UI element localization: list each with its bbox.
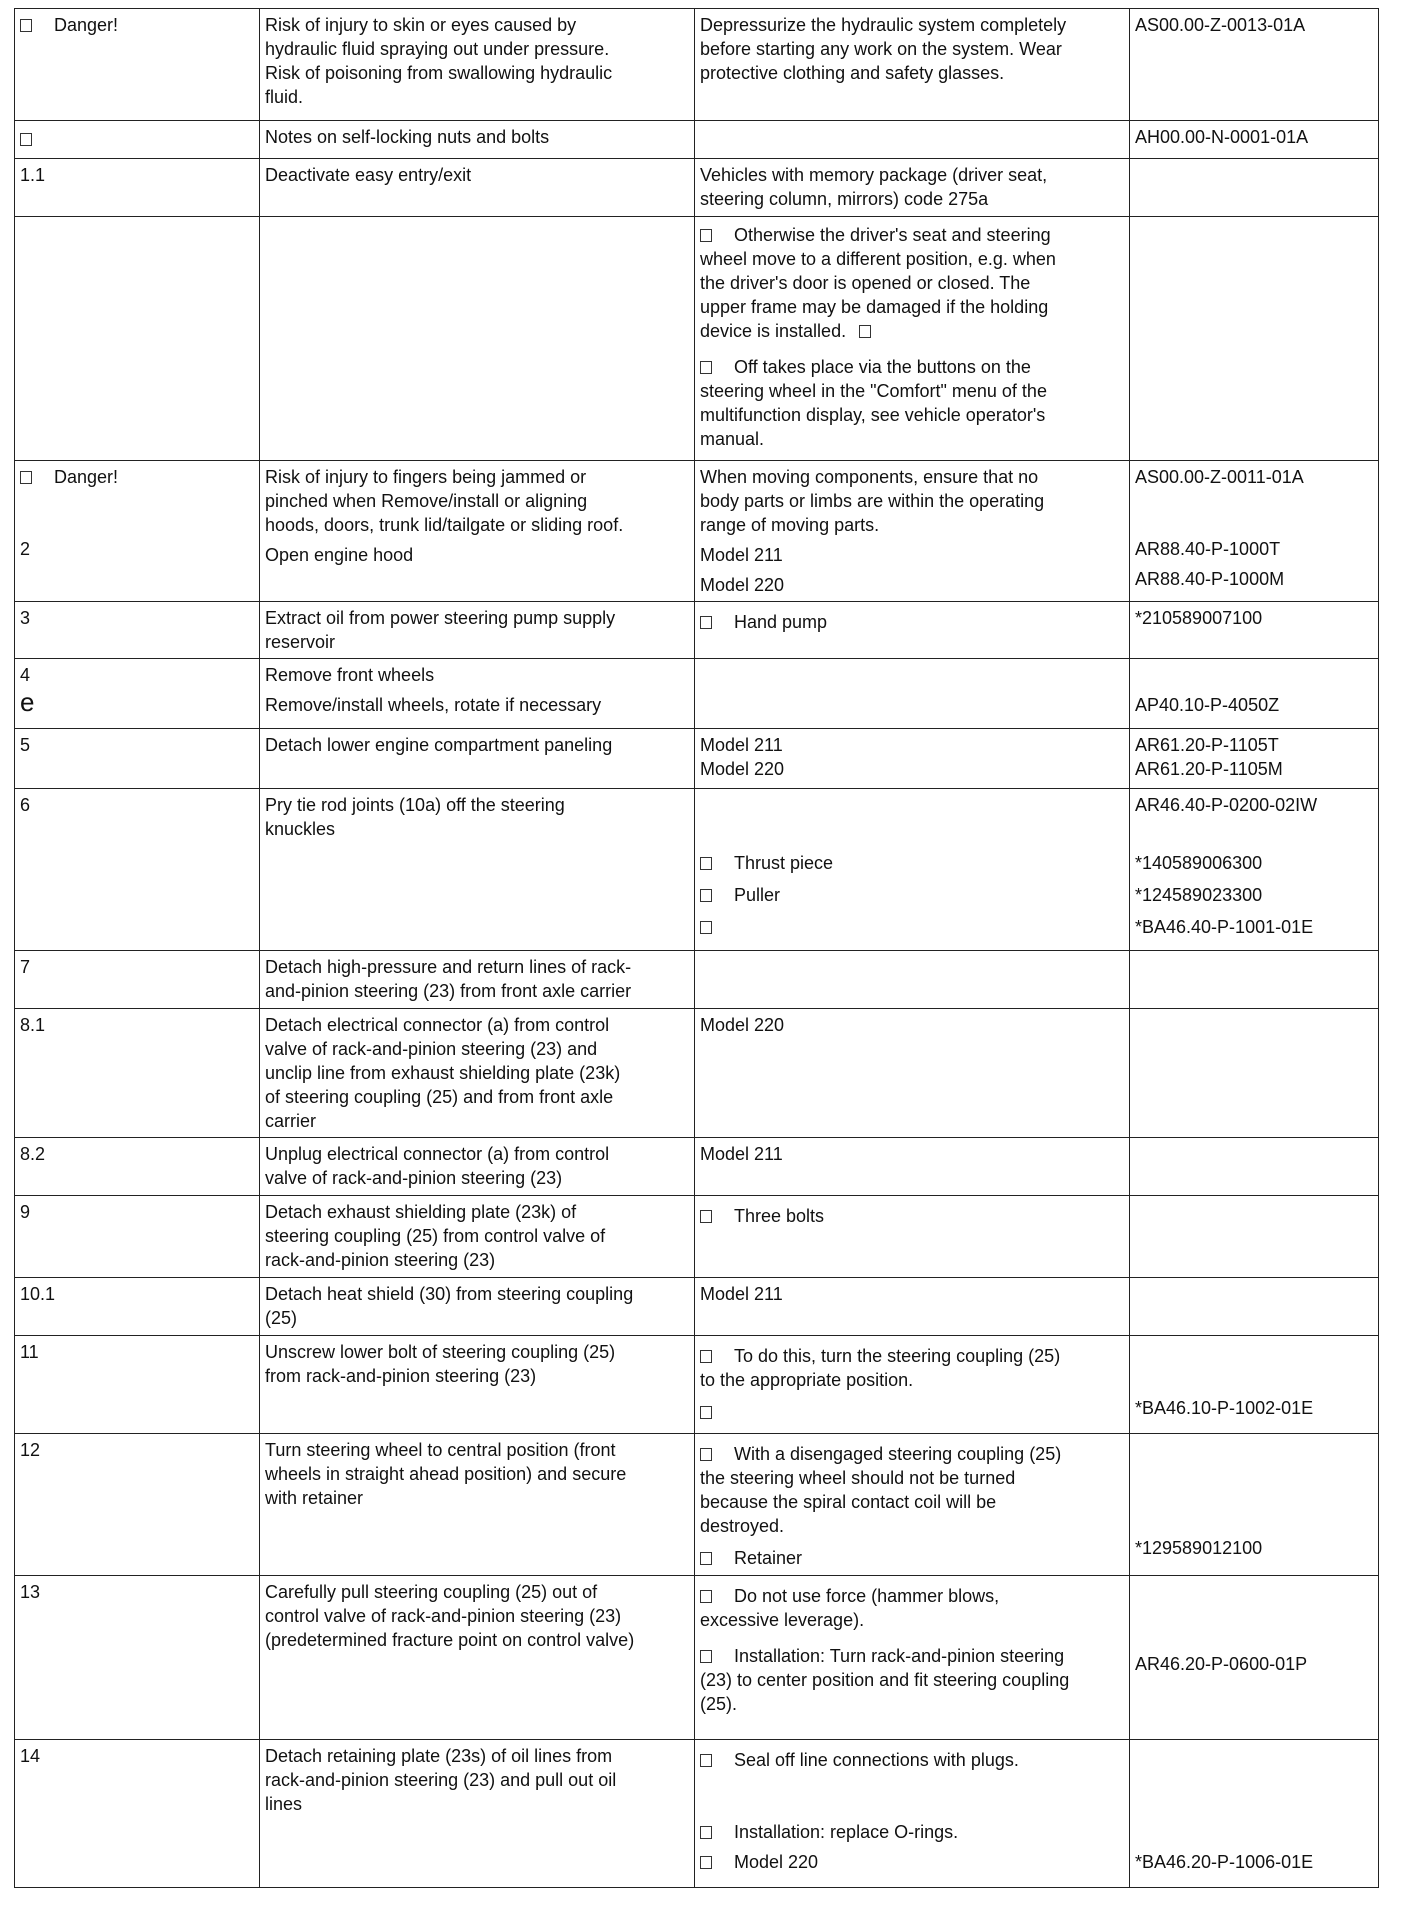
note-icon [700,1826,712,1839]
note-icon [700,1650,712,1663]
note-cell [695,789,1130,951]
note-text: To do this, turn the steering coupling (25) [734,1346,1061,1366]
note-text: Hand pump [734,612,828,632]
procedure-table [14,8,1379,1888]
action-cell [260,1278,695,1336]
note-cell [695,602,1130,659]
reference-cell [1130,951,1379,1009]
note-text: before starting any work on the system. Wear [700,39,1062,59]
step-glyph: e [20,687,35,717]
action-text: Extract oil from power steering pump supply [265,608,616,628]
note-cell [695,1434,1130,1576]
table-row [15,951,1379,1009]
note-end-icon [859,325,871,338]
note-text: device is installed. [700,321,847,341]
action-cell [260,461,695,602]
table-row [15,9,1379,121]
tool-icon [700,616,712,629]
step-cell [15,789,260,951]
note-cell [695,217,1130,461]
note-text: Model 211 [700,1144,783,1164]
reference-link[interactable]: AS00.00-Z-0013-01A [1135,15,1306,35]
warning-icon [20,19,32,32]
tool-icon [700,857,712,870]
action-text: and-pinion steering (23) from front axle carrier [265,981,632,1001]
note-text: excessive leverage). [700,1610,865,1630]
note-text: Three bolts [734,1206,825,1226]
action-text: rack-and-pinion steering (23) [265,1250,496,1270]
step-number: 3 [20,608,31,628]
action-text: Detach lower engine compartment paneling [265,735,613,755]
note-cell [695,121,1130,159]
action-text: with retainer [265,1488,364,1508]
note-text: Model 220 [700,759,785,779]
reference-cell [1130,217,1379,461]
step-number: 1.1 [20,165,46,185]
action-text: Detach high-pressure and return lines of rack- [265,957,632,977]
action-text: Risk of injury to fingers being jammed or [265,467,587,487]
table-row [15,159,1379,217]
warning-icon [20,471,32,484]
step-number: 6 [20,795,31,815]
step-number: 4 [20,665,31,685]
step-cell [15,1434,260,1576]
reference-cell [1130,1576,1379,1740]
reference-cell [1130,1009,1379,1138]
step-number: 11 [20,1342,39,1362]
note-text: Off takes place via the buttons on the [734,357,1031,377]
action-text: lines [265,1794,303,1814]
reference-cell [1130,789,1379,951]
action-text: from rack-and-pinion steering (23) [265,1366,537,1386]
reference-link[interactable]: *BA46.20-P-1006-01E [1135,1852,1314,1872]
info-icon [20,133,32,146]
note-text: range of moving parts. [700,515,880,535]
tool-icon [700,921,712,934]
note-cell [695,659,1130,729]
action-text: valve of rack-and-pinion steering (23) [265,1168,563,1188]
note-text: Installation: replace O-rings. [734,1822,959,1842]
step-cell [15,217,260,461]
action-text: valve of rack-and-pinion steering (23) and [265,1039,598,1059]
action-text: Open engine hood [265,545,414,565]
note-text: Model 211 [700,545,783,565]
note-text: upper frame may be damaged if the holding [700,297,1049,317]
action-text: (25) [265,1308,298,1328]
reference-cell [1130,1278,1379,1336]
action-text: wheels in straight ahead position) and secure [265,1464,627,1484]
reference-link[interactable]: AH00.00-N-0001-01A [1135,127,1309,147]
note-text: With a disengaged steering coupling (25) [734,1444,1062,1464]
action-text: Turn steering wheel to central position (front [265,1440,616,1460]
note-cell [695,1196,1130,1278]
reference-link[interactable]: *BA46.10-P-1002-01E [1135,1398,1314,1418]
step-cell [15,729,260,789]
action-cell [260,1196,695,1278]
action-text: Notes on self-locking nuts and bolts [265,127,550,147]
note-text: (25). [700,1694,738,1714]
action-text: reservoir [265,632,336,652]
table-row [15,1196,1379,1278]
reference-link[interactable]: AR61.20-P-1105M [1135,759,1283,779]
reference-link[interactable]: AR46.20-P-0600-01P [1135,1654,1308,1674]
action-cell [260,729,695,789]
action-text: Detach heat shield (30) from steering coupling [265,1284,634,1304]
table-row [15,1278,1379,1336]
reference-link[interactable]: AR46.40-P-0200-02IW [1135,795,1318,815]
step-number: 8.1 [20,1015,46,1035]
reference-link[interactable]: AR61.20-P-1105T [1135,735,1279,755]
reference-cell [1130,1434,1379,1576]
action-text: knuckles [265,819,336,839]
step-cell [15,1009,260,1138]
note-cell [695,1576,1130,1740]
table-row [15,461,1379,602]
table-row [15,1576,1379,1740]
tool-icon [700,889,712,902]
note-cell [695,461,1130,602]
note-cell [695,1278,1130,1336]
reference-link[interactable]: AS00.00-Z-0011-01A [1135,467,1304,487]
danger-label: Danger! [54,467,119,487]
reference-link[interactable]: *140589006300 [1135,853,1263,873]
step-cell [15,9,260,121]
reference-cell [1130,121,1379,159]
table-row [15,1434,1379,1576]
note-icon [700,1590,712,1603]
table-row [15,1138,1379,1196]
note-text: the driver's door is opened or closed. The [700,273,1031,293]
action-text: unclip line from exhaust shielding plate (23k) [265,1063,621,1083]
table-row [15,1009,1379,1138]
reference-cell [1130,461,1379,602]
note-text: the steering wheel should not be turned [700,1468,1016,1488]
reference-cell [1130,602,1379,659]
action-text: Unplug electrical connector (a) from control [265,1144,610,1164]
action-cell [260,1336,695,1434]
action-text: of steering coupling (25) and from front axle [265,1087,614,1107]
note-text: Otherwise the driver's seat and steering [734,225,1051,245]
action-text: steering coupling (25) from control valve of [265,1226,606,1246]
reference-link[interactable]: *BA46.40-P-1001-01E [1135,917,1314,937]
reference-cell [1130,159,1379,217]
table-row [15,729,1379,789]
procedure-document [14,8,1378,1888]
action-text: Risk of injury to skin or eyes caused by [265,15,577,35]
note-text: steering column, mirrors) code 275a [700,189,989,209]
note-text: to the appropriate position. [700,1370,914,1390]
action-text: (predetermined fracture point on control valve) [265,1630,635,1650]
note-text: multifunction display, see vehicle operator's [700,405,1046,425]
action-cell [260,1138,695,1196]
step-cell [15,121,260,159]
note-text: Vehicles with memory package (driver seat, [700,165,1048,185]
note-text: Model 220 [734,1852,819,1872]
step-number: 8.2 [20,1144,46,1164]
step-number: 2 [20,539,31,559]
step-cell [15,602,260,659]
note-text: steering wheel in the "Comfort" menu of the [700,381,1047,401]
step-number: 13 [20,1582,41,1602]
action-text: fluid. [265,87,304,107]
note-cell [695,1336,1130,1434]
note-icon [700,1350,712,1363]
action-text: Detach retaining plate (23s) of oil lines from [265,1746,613,1766]
note-text: protective clothing and safety glasses. [700,63,1005,83]
note-cell [695,9,1130,121]
note-text: destroyed. [700,1516,785,1536]
action-cell [260,951,695,1009]
note-cell [695,1740,1130,1888]
table-row [15,121,1379,159]
action-cell [260,789,695,951]
action-text: Detach exhaust shielding plate (23k) of [265,1202,577,1222]
action-text: hydraulic fluid spraying out under pressure. [265,39,610,59]
action-cell [260,159,695,217]
note-icon [700,1754,712,1767]
note-text: Thrust piece [734,853,834,873]
reference-cell [1130,729,1379,789]
step-cell [15,951,260,1009]
action-cell [260,121,695,159]
reference-cell [1130,659,1379,729]
note-text: Retainer [734,1548,803,1568]
action-cell [260,9,695,121]
action-cell [260,1740,695,1888]
note-text: When moving components, ensure that no [700,467,1039,487]
note-text: (23) to center position and fit steering coupling [700,1670,1070,1690]
step-number: 10.1 [20,1284,56,1304]
action-text: hoods, doors, trunk lid/tailgate or sliding roof. [265,515,624,535]
note-icon [700,361,712,374]
step-cell [15,1576,260,1740]
note-icon [700,1448,712,1461]
action-cell [260,1576,695,1740]
reference-link[interactable]: *210589007100 [1135,608,1263,628]
action-text: rack-and-pinion steering (23) and pull out oil [265,1770,617,1790]
step-cell [15,461,260,602]
reference-link[interactable]: AR88.40-P-1000M [1135,569,1285,589]
tool-icon [700,1406,712,1419]
action-cell [260,217,695,461]
note-icon [700,229,712,242]
reference-link[interactable]: AR88.40-P-1000T [1135,539,1281,559]
note-text: body parts or limbs are within the operating [700,491,1045,511]
step-cell [15,659,260,729]
note-text: Installation: Turn rack-and-pinion steering [734,1646,1065,1666]
action-text: control valve of rack-and-pinion steering (23) [265,1606,622,1626]
step-number: 14 [20,1746,41,1766]
tool-icon [700,1210,712,1223]
table-row [15,789,1379,951]
table-row [15,217,1379,461]
reference-link[interactable]: AP40.10-P-4050Z [1135,695,1280,715]
step-cell [15,1336,260,1434]
step-number: 9 [20,1202,31,1222]
note-text: because the spiral contact coil will be [700,1492,997,1512]
note-cell [695,729,1130,789]
action-text: pinched when Remove/install or aligning [265,491,588,511]
note-text: Model 220 [700,575,785,595]
action-text: Deactivate easy entry/exit [265,165,472,185]
reference-link[interactable]: *124589023300 [1135,885,1263,905]
note-cell [695,951,1130,1009]
step-number: 12 [20,1440,41,1460]
action-cell [260,1434,695,1576]
step-number: 5 [20,735,31,755]
note-text: Seal off line connections with plugs. [734,1750,1019,1770]
table-row [15,1336,1379,1434]
action-cell [260,659,695,729]
reference-cell [1130,1740,1379,1888]
note-cell [695,1009,1130,1138]
note-text: Depressurize the hydraulic system completely [700,15,1067,35]
step-cell [15,1196,260,1278]
step-cell [15,1740,260,1888]
action-text: Risk of poisoning from swallowing hydraulic [265,63,613,83]
action-text: Remove/install wheels, rotate if necessary [265,695,602,715]
table-row [15,1740,1379,1888]
step-number: 7 [20,957,31,977]
action-text: Carefully pull steering coupling (25) out of [265,1582,598,1602]
table-row [15,602,1379,659]
reference-cell [1130,1336,1379,1434]
reference-cell [1130,1138,1379,1196]
action-text: carrier [265,1111,317,1131]
danger-label: Danger! [54,15,119,35]
step-cell [15,1278,260,1336]
note-cell [695,159,1130,217]
tool-icon [700,1552,712,1565]
note-text: manual. [700,429,765,449]
action-text: Unscrew lower bolt of steering coupling (25) [265,1342,616,1362]
reference-link[interactable]: *129589012100 [1135,1538,1263,1558]
action-text: Pry tie rod joints (10a) off the steering [265,795,565,815]
action-cell [260,1009,695,1138]
table-row [15,659,1379,729]
action-text: Detach electrical connector (a) from control [265,1015,610,1035]
action-text: Remove front wheels [265,665,435,685]
action-cell [260,602,695,659]
note-text: wheel move to a different position, e.g. when [700,249,1056,269]
note-text: Model 211 [700,1284,783,1304]
tool-icon [700,1856,712,1869]
note-text: Model 211 [700,735,783,755]
note-text: Model 220 [700,1015,785,1035]
note-cell [695,1138,1130,1196]
reference-cell [1130,1196,1379,1278]
reference-cell [1130,9,1379,121]
step-cell [15,159,260,217]
step-cell [15,1138,260,1196]
note-text: Puller [734,885,781,905]
note-text: Do not use force (hammer blows, [734,1586,1000,1606]
